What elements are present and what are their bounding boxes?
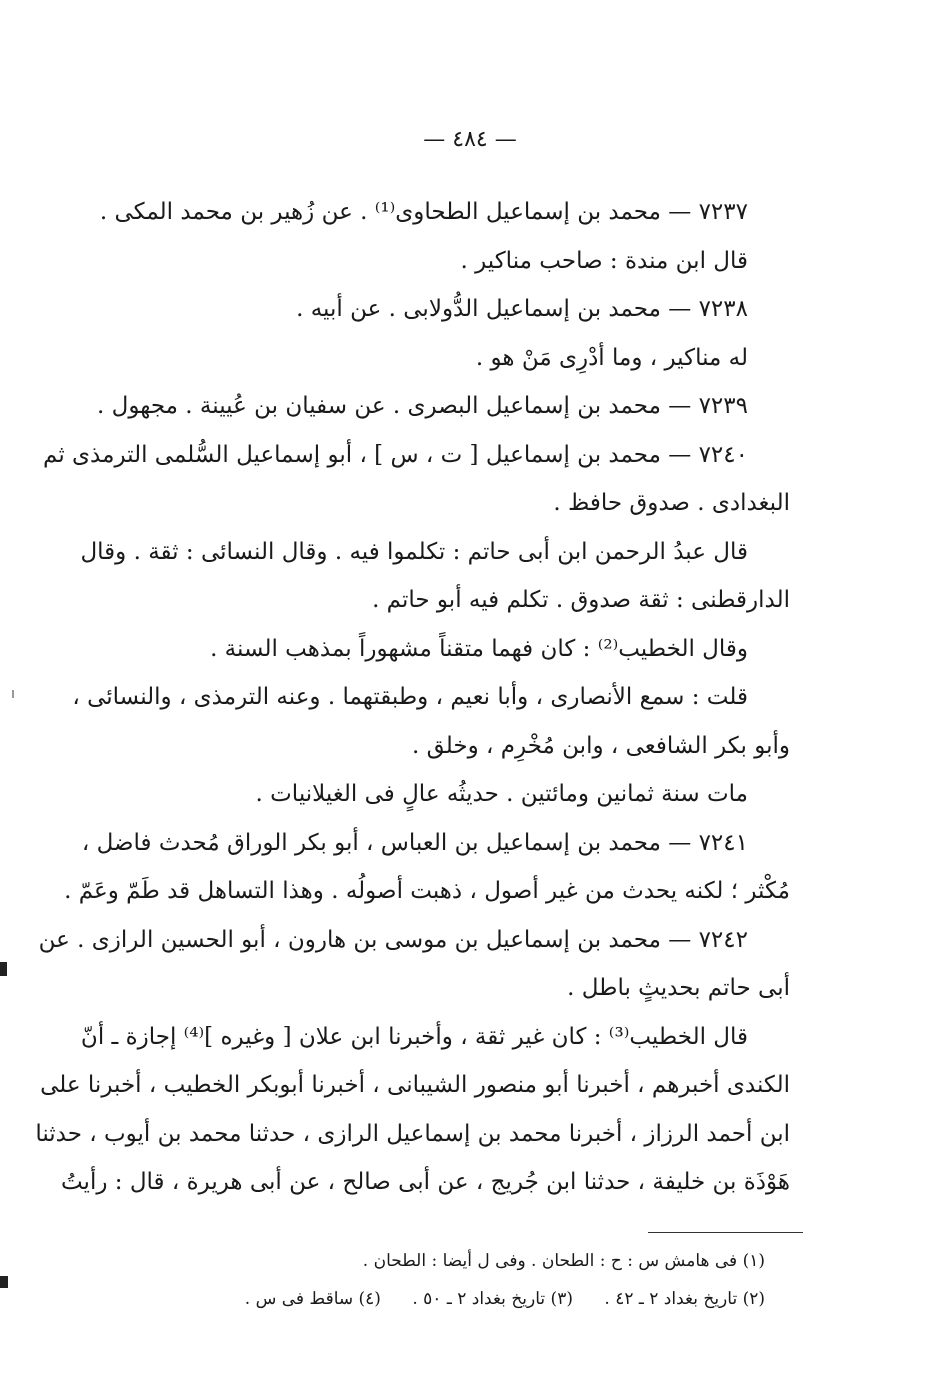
footnote-divider	[648, 1232, 803, 1233]
text-line: ٧٢٣٩ — محمد بن إسماعيل البصرى . عن سفيان بن عُيينة . مجهول .	[97, 393, 748, 419]
text-line: البغدادى . صدوق حافظ .	[553, 490, 790, 516]
text-line: ٧٢٣٧ — محمد بن إسماعيل الطحاوى⁽¹⁾ . عن زُهير بن محمد المكى .	[99, 199, 748, 225]
text-line: قال ابن مندة : صاحب مناكير .	[460, 247, 748, 274]
text-line: وأبو بكر الشافعى ، وابن مُخْرِم ، وخلق .	[411, 732, 790, 759]
text-line: قال عبدُ الرحمن ابن أبى حاتم : تكلموا فيه . وقال النسائى : ثقة . وقال	[80, 538, 748, 565]
text-line: ٧٢٤٠ — محمد بن إسماعيل [ ت ، س ] ، أبو إسماعيل السُّلمى الترمذى ثم	[43, 441, 748, 468]
text-line: ٧٢٣٨ — محمد بن إسماعيل الدُّولابى . عن أبيه .	[296, 296, 748, 322]
scan-mark	[12, 690, 14, 698]
footnote-line	[125, 1242, 765, 1280]
footnote-2: (٢) تاريخ بغداد ٢ ـ ٤٢ .	[604, 1289, 765, 1309]
page-number: — ٤٨٤ —	[423, 127, 517, 152]
text-line: مات سنة ثمانين ومائتين . حديثُه عالٍ فى الغيلانيات .	[255, 781, 748, 807]
text-line: وقال الخطيب⁽²⁾ : كان فهما متقناً مشهوراً بمذهب السنة .	[210, 635, 748, 662]
text-line: ٧٢٤١ — محمد بن إسماعيل بن العباس ، أبو بكر الوراق مُحدث فاضل ،	[81, 829, 748, 856]
text-line: له مناكير ، وما أدْرِى مَنْ هو .	[475, 344, 748, 371]
footnote-1: (١) فى هامش س : ح : الطحان . وفى ل أيضا : الطحان .	[362, 1251, 765, 1271]
text-line: أبى حاتم بحديثٍ باطل .	[567, 975, 790, 1001]
main-text	[35, 188, 790, 1207]
footnote-3: (٣) تاريخ بغداد ٢ ـ ٥٠ .	[412, 1289, 573, 1309]
footnotes	[125, 1242, 765, 1318]
scan-mark	[0, 1276, 8, 1288]
text-line: مُكْثر ؛ لكنه يحدث من غير أصول ، ذهبت أصولُه . وهذا التساهل قد طَمّ وعَمّ .	[64, 878, 790, 904]
text-line: الكندى أخبرهم ، أخبرنا أبو منصور الشيبانى ، أخبرنا أبوبكر الخطيب ، أخبرنا على	[40, 1072, 790, 1098]
text-line: هَوْذَة بن خليفة ، حدثنا ابن جُريج ، عن أبى صالح ، عن أبى هريرة ، قال : رأيتُ	[60, 1169, 790, 1195]
footnote-4: (٤) ساقط فى س .	[244, 1289, 381, 1309]
text-line: ٧٢٤٢ — محمد بن إسماعيل بن موسى بن هارون ، أبو الحسين الرازى . عن	[38, 926, 748, 953]
text-line: قلت : سمع الأنصارى ، وأبا نعيم ، وطبقتهما . وعنه الترمذى ، والنسائى ،	[72, 684, 748, 710]
text-line: قال الخطيب⁽³⁾ : كان غير ثقة ، وأخبرنا ابن علان [ وغيره ]⁽⁴⁾ إجازة ـ أنّ	[80, 1023, 748, 1050]
text-line: ابن أحمد الرزاز ، أخبرنا محمد بن إسماعيل الرازى ، حدثنا محمد بن أيوب ، حدثنا	[35, 1120, 790, 1147]
text-line: الدارقطنى : ثقة صدوق . تكلم فيه أبو حاتم .	[372, 587, 790, 613]
scan-mark	[0, 962, 7, 976]
footnote-line	[125, 1280, 765, 1318]
